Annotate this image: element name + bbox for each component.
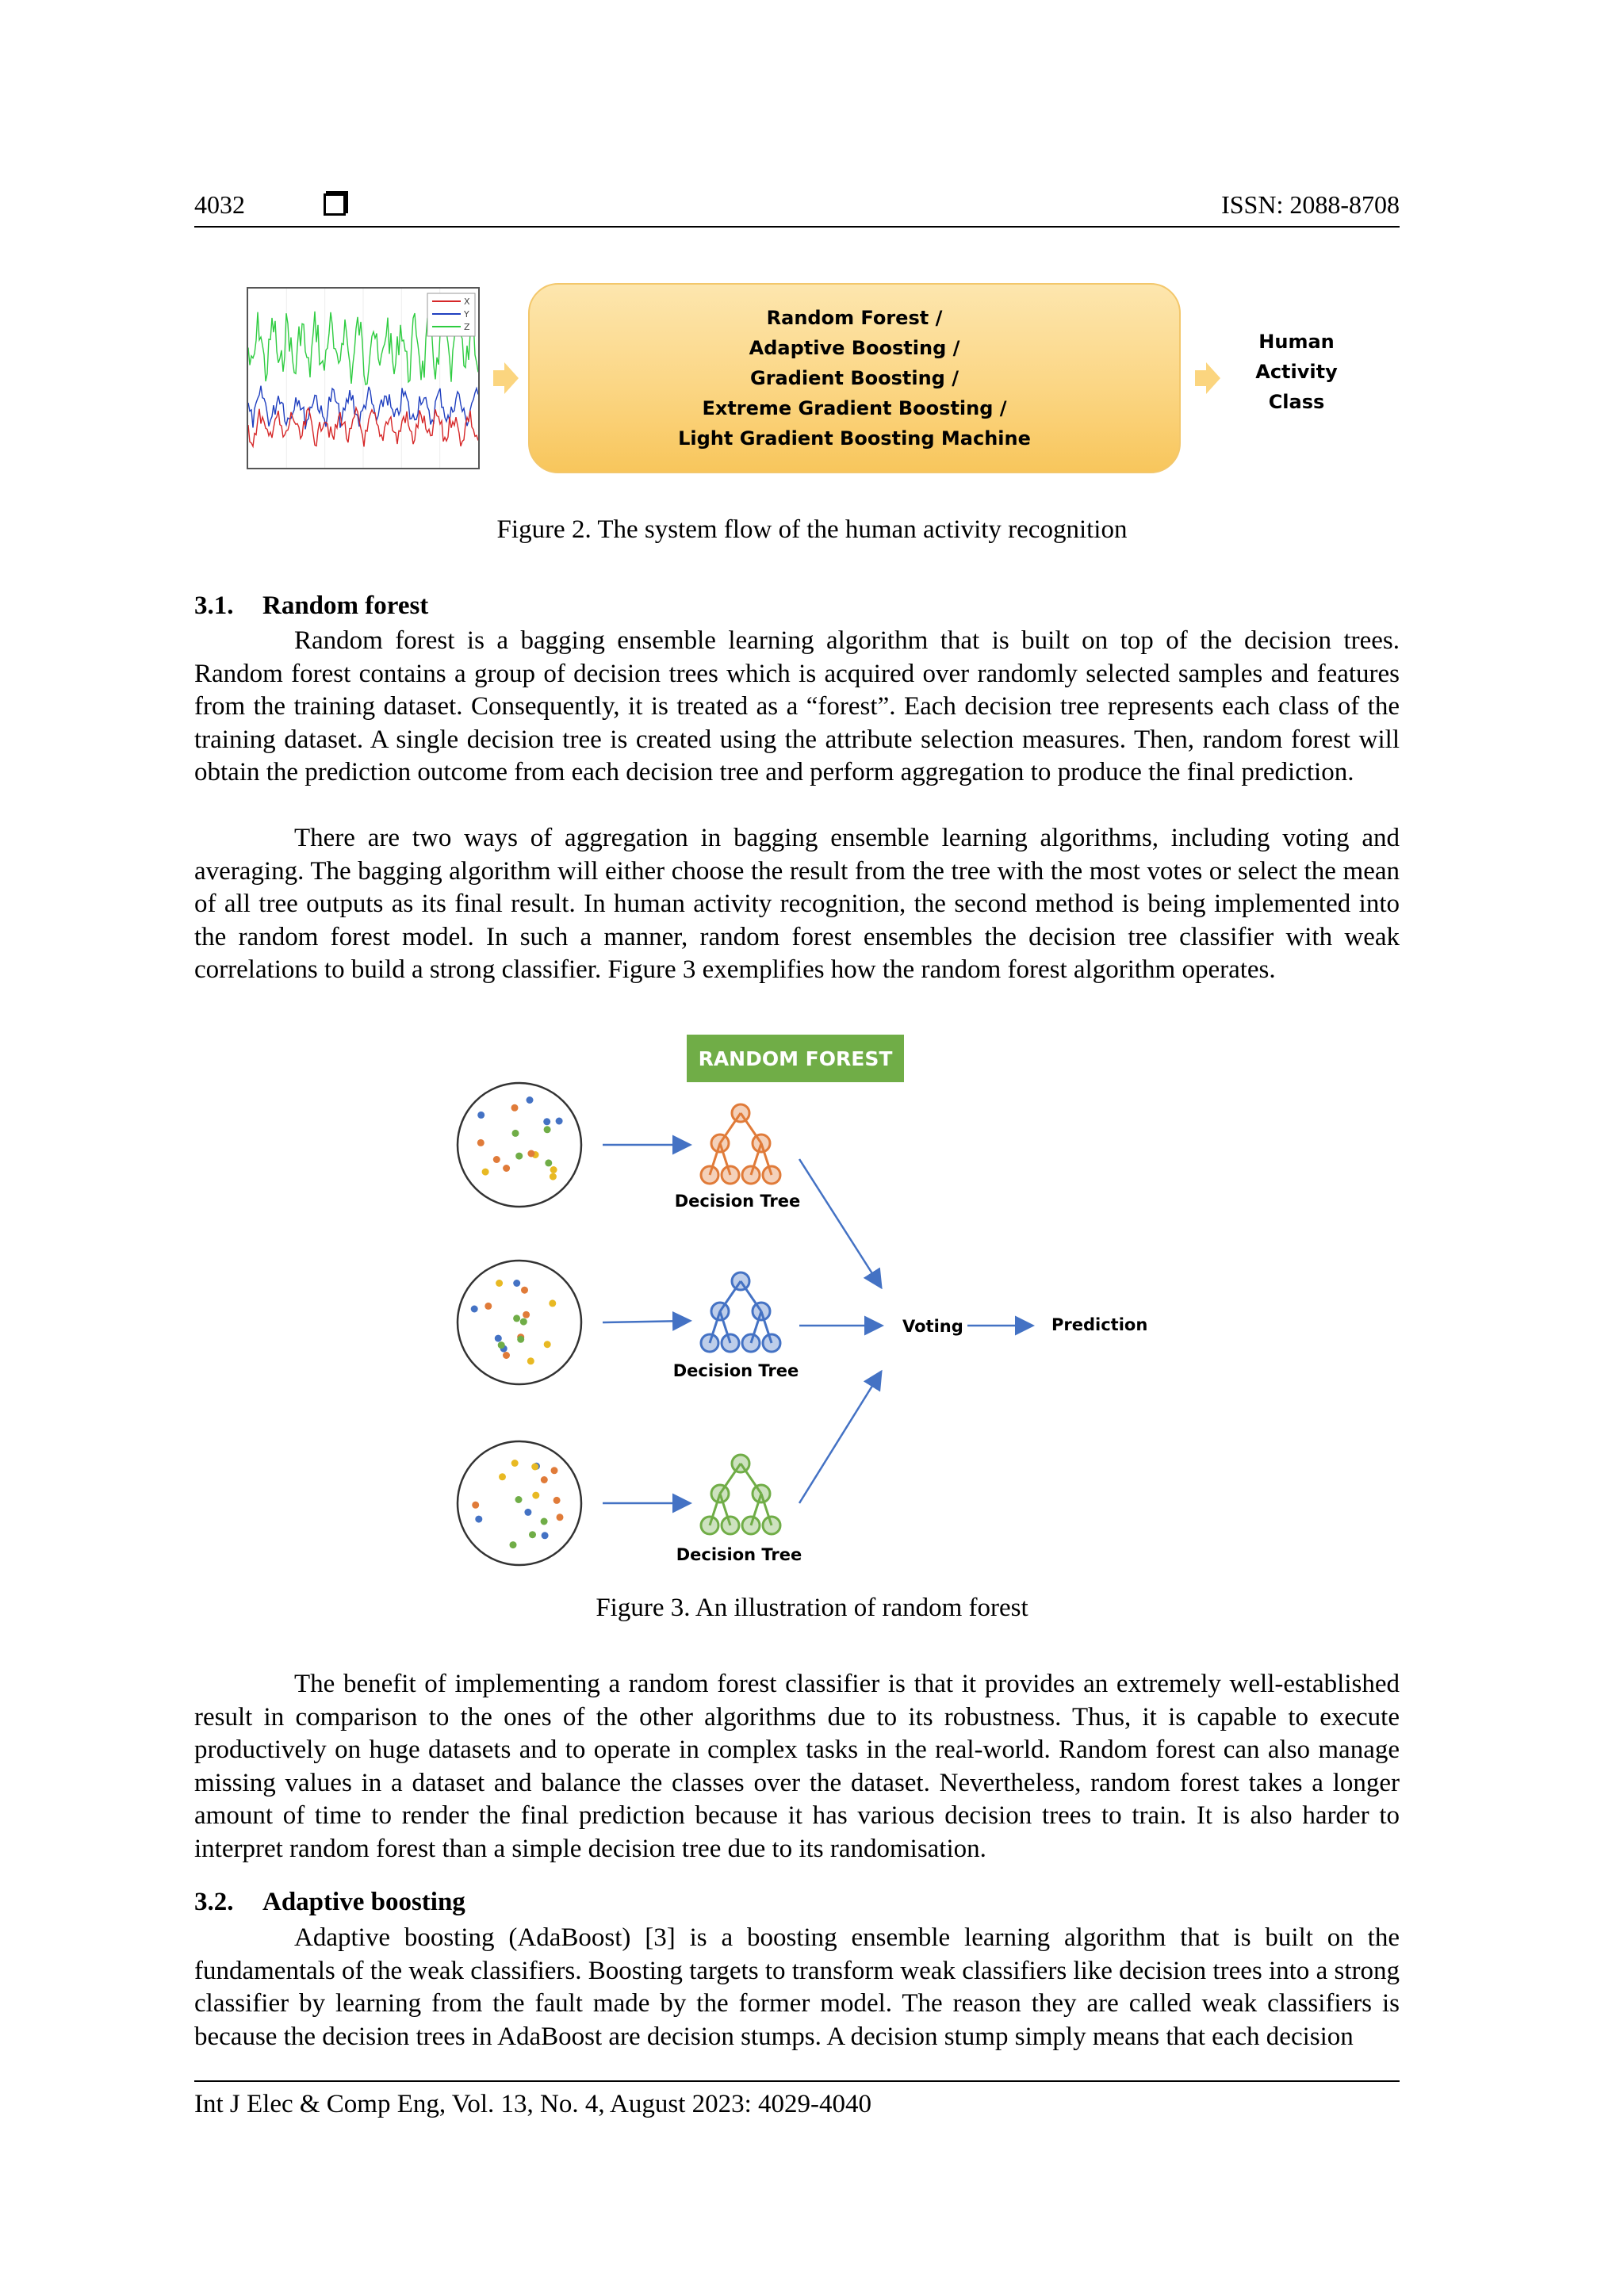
sample-dot — [532, 1492, 539, 1499]
section-number: 3.1. — [194, 591, 234, 620]
section-heading-3-1 — [194, 591, 428, 621]
algorithm-line: Extreme Gradient Boosting / — [702, 397, 1007, 419]
figure-3-caption: Figure 3. An illustration of random forest — [596, 1594, 1028, 1622]
sample-dot — [523, 1311, 530, 1318]
flow-arrow-icon — [492, 361, 520, 396]
sample-dot — [493, 1156, 500, 1163]
decision-tree-icon — [701, 1104, 780, 1184]
sample-dot — [549, 1299, 556, 1307]
tree-node — [732, 1455, 749, 1472]
flow-arrow-shape — [493, 362, 519, 394]
sample-dot — [495, 1335, 502, 1342]
output-line: Human — [1258, 331, 1335, 353]
sample-dot — [543, 1118, 550, 1125]
sample-set-circle — [458, 1083, 581, 1207]
sample-dot — [520, 1318, 527, 1326]
box-symbol-icon — [324, 193, 346, 216]
footer-citation: Int J Elec & Comp Eng, Vol. 13, No. 4, August 2023: 4029-4040 — [194, 2090, 872, 2118]
decision-tree-label: Decision Tree — [676, 1545, 802, 1564]
sample-dot — [542, 1532, 549, 1539]
tree-node — [701, 1334, 718, 1352]
tree-node — [763, 1517, 780, 1534]
tree-node — [732, 1104, 749, 1122]
sample-dot — [527, 1150, 534, 1158]
output-class-label — [1225, 327, 1368, 417]
tree-node — [711, 1135, 729, 1152]
sample-dot — [521, 1287, 528, 1294]
decision-tree-icon — [701, 1272, 780, 1352]
sample-to-tree-arrow — [603, 1321, 688, 1322]
tree-node — [742, 1517, 760, 1534]
paragraph: Adaptive boosting (AdaBoost) [3] is a boosting ensemble learning algorithm that is built on the fundamentals of the weak classifiers. Boosting targets to transform weak classifiers like decision trees into a strong classifier by learning from the fault made by the former model. The reason they are called weak classifiers is because the decision trees in AdaBoost are decision stumps. A decision stump simply means that each decision — [194, 1923, 1400, 2051]
tree-node — [763, 1166, 780, 1184]
flow-arrow-icon — [1193, 361, 1222, 396]
sample-dot — [499, 1473, 506, 1480]
sample-dot — [471, 1306, 478, 1313]
sample-dot — [545, 1159, 552, 1166]
tree-node — [711, 1485, 729, 1502]
sample-dot — [510, 1541, 517, 1548]
sample-dot — [531, 1464, 538, 1471]
decision-tree-label: Decision Tree — [672, 1361, 799, 1380]
sample-dot — [496, 1280, 503, 1287]
tree-to-voting-arrow — [799, 1373, 880, 1503]
accelerometer-signal-plot — [247, 287, 480, 469]
sample-dot — [515, 1496, 523, 1503]
tree-node — [722, 1166, 739, 1184]
algorithm-line: Light Gradient Boosting Machine — [678, 427, 1031, 450]
sample-dot — [485, 1303, 492, 1310]
sample-set-circle — [458, 1261, 581, 1384]
sample-dot — [550, 1173, 557, 1181]
signal-plot-svg — [248, 289, 478, 468]
section-number: 3.2. — [194, 1888, 234, 1916]
tree-node — [742, 1166, 760, 1184]
sample-dot — [544, 1341, 551, 1348]
footer-rule — [194, 2080, 1400, 2082]
sample-dot — [482, 1169, 489, 1176]
sample-dot — [503, 1352, 510, 1359]
output-line: Activity — [1255, 361, 1338, 383]
paragraph: There are two ways of aggregation in bagging ensemble learning algorithms, including voting and averaging. The bagging algorithm will either choose the result from the tree with the most votes or select the mean of all tree outputs as its final result. In human activity recognition, the second method is being implemented into the random forest model. In such a manner, random forest ensembles the decision tree classifier with weak correlations to build a strong classifier. Figure 3 exemplifies how the random forest algorithm operates. — [194, 824, 1400, 984]
sample-dot — [557, 1513, 564, 1521]
legend-label-x: X — [464, 297, 470, 307]
issn: ISSN: 2088-8708 — [1221, 190, 1400, 219]
sample-dot — [515, 1153, 523, 1160]
sample-dot — [477, 1112, 485, 1119]
tree-node — [701, 1166, 718, 1184]
algorithm-box — [528, 283, 1181, 473]
figure-2-caption: Figure 2. The system flow of the human activity recognition — [496, 515, 1128, 544]
sample-dot — [541, 1476, 548, 1483]
tree-node — [753, 1485, 770, 1502]
page-number: 4032 — [194, 190, 245, 219]
sample-dot — [524, 1509, 531, 1516]
section-title: Adaptive boosting — [262, 1888, 465, 1916]
section-heading-3-2 — [194, 1888, 465, 1917]
decision-tree-icon — [701, 1455, 780, 1534]
flow-arrow-shape — [1195, 362, 1220, 394]
sample-dot — [512, 1130, 519, 1137]
sample-dot — [556, 1118, 563, 1125]
sample-dot — [553, 1497, 561, 1504]
legend-label-y: Y — [464, 309, 469, 320]
section-title: Random forest — [262, 591, 429, 620]
sample-dot — [498, 1341, 505, 1349]
algorithm-line: Adaptive Boosting / — [749, 337, 960, 359]
sample-dot — [511, 1460, 519, 1467]
sample-dot — [477, 1139, 485, 1146]
sample-dot — [511, 1104, 519, 1112]
algorithm-line: Gradient Boosting / — [750, 367, 959, 389]
paragraph: The benefit of implementing a random forest classifier is that it provides an extremely well-established result in comparison to the ones of the other algorithms due to its robustness. Thus, it is capable to execute productively on huge datasets and to operate in complex tasks in the real-world. Random forest can also manage missing values in a dataset and balance the classes over the dataset. Nevertheless, random forest takes a longer amount of time to render the final prediction because it has various decision trees to train. It is also harder to interpret random forest than a simple decision tree due to its randomisation. — [194, 1670, 1400, 1863]
sample-dot — [544, 1126, 551, 1133]
sample-dot — [513, 1314, 520, 1322]
paragraph: Random forest is a bagging ensemble learning algorithm that is built on top of the decision trees. Random forest contains a group of decision trees which is acquired over randomly selected samples and features from the training dataset. Consequently, it is treated as a “forest”. Each decision tree represents each class of the training dataset. A single decision tree is created using the attribute selection measures. Then, random forest will obtain the prediction outcome from each decision tree and perform aggregation to produce the final prediction. — [194, 626, 1400, 786]
tree-node — [711, 1303, 729, 1320]
random-forest-diagram — [444, 1070, 1158, 1578]
sample-dot — [541, 1518, 548, 1525]
tree-node — [701, 1517, 718, 1534]
tree-node — [753, 1135, 770, 1152]
sample-dot — [550, 1166, 557, 1173]
sample-dot — [517, 1336, 524, 1343]
sample-dot — [503, 1165, 510, 1172]
tree-node — [722, 1517, 739, 1534]
sample-dot — [527, 1096, 534, 1104]
decision-tree-label: Decision Tree — [674, 1192, 801, 1211]
output-line: Class — [1268, 391, 1325, 413]
tree-node — [763, 1334, 780, 1352]
sample-dot — [529, 1531, 536, 1538]
header-rule — [194, 226, 1400, 228]
sample-dot — [475, 1516, 482, 1523]
prediction-label: Prediction — [1051, 1315, 1148, 1334]
random-forest-title: RANDOM FOREST — [687, 1035, 904, 1082]
tree-node — [753, 1303, 770, 1320]
tree-node — [722, 1334, 739, 1352]
tree-node — [742, 1334, 760, 1352]
voting-label: Voting — [902, 1317, 963, 1336]
sample-dot — [551, 1467, 558, 1474]
legend-label-z: Z — [464, 322, 470, 332]
sample-dot — [527, 1357, 534, 1364]
sample-dot — [513, 1280, 520, 1287]
sample-dot — [472, 1502, 479, 1509]
tree-node — [732, 1272, 749, 1290]
algorithm-line: Random Forest / — [766, 307, 943, 329]
tree-to-voting-arrow — [799, 1159, 880, 1286]
